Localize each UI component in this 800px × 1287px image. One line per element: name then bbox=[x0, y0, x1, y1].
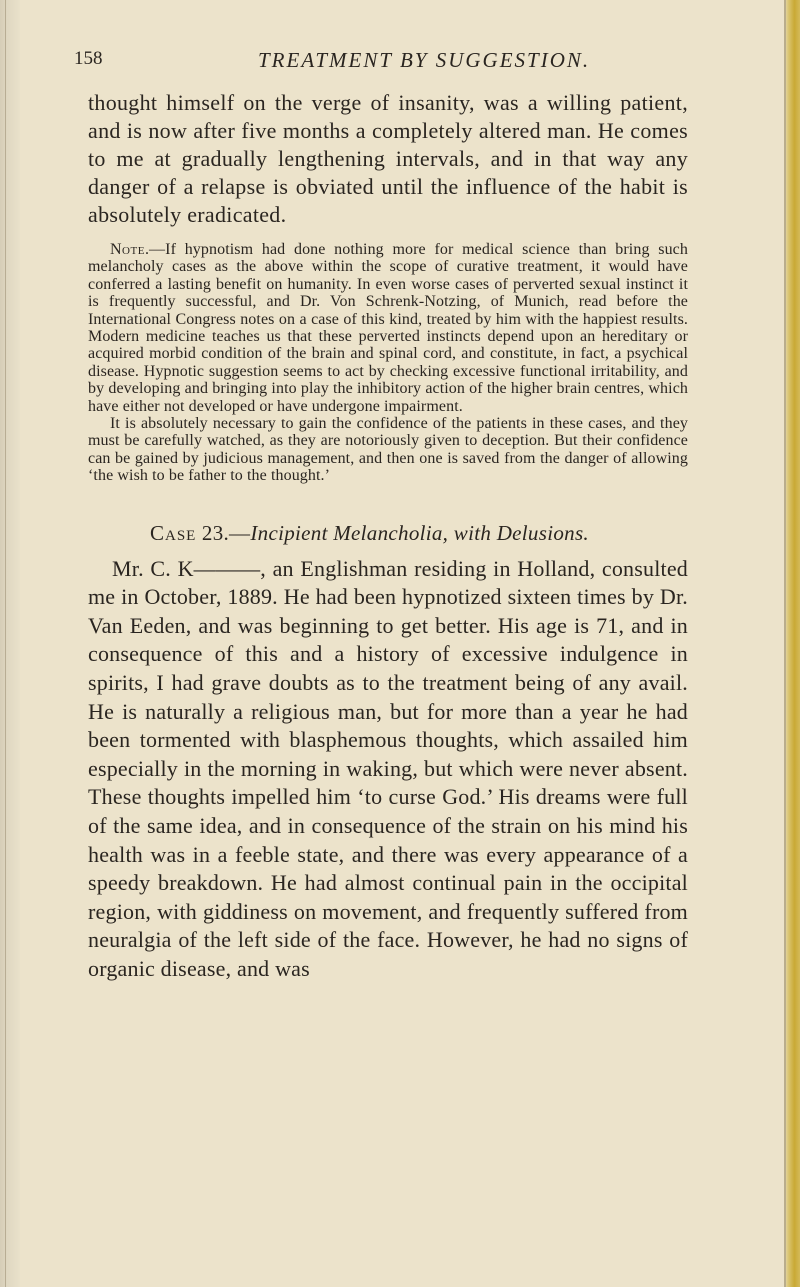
opening-paragraph: thought himself on the verge of insanity, was a willing patient, and is now after five months a completely altered man. He comes to me at gradually lengthening intervals, and in that way any danger of a relapse is obviated until the influence of the habit is absolutely eradicated. bbox=[88, 90, 688, 227]
case-number: 23.— bbox=[196, 520, 251, 545]
case-title: Incipient Melancholia, with Delusions. bbox=[250, 520, 589, 545]
note-paragraph-2: It is absolutely necessary to gain the confidence of the patients in these cases, and they must be carefully watched, as they are notoriously given to deception. But their confidence can be gained by judicious management, and then one is saved from the danger of allowing ‘the wish to be father to the thought.’ bbox=[88, 415, 688, 485]
note-paragraph-1 bbox=[88, 241, 688, 415]
case-paragraph: Mr. C. K———, an Englishman residing in Holland, consulted me in October, 1889. He had been hypnotized sixteen times by Dr. Van Eeden, and was beginning to get better. His age is 71, and in consequence of this and a history of excessive indulgence in spirits, I had grave doubts as to the treatment being of any avail. He is naturally a religious man, but for more than a year he had been tormented with blasphemous thoughts, which assailed him especially in the morning in waking, but which were never absent. These thoughts impelled him ‘to curse God.’ His dreams were full of the same idea, and in consequence of the strain on his mind his health was in a feeble state, and there was every appearance of a speedy breakdown. He had almost continual pain in the occipital region, with giddiness on movement, and frequently suffered from neuralgia of the left side of the face. However, he had no signs of organic disease, and was bbox=[88, 555, 688, 981]
case-label: Case bbox=[150, 520, 197, 545]
running-title: TREATMENT BY SUGGESTION. bbox=[258, 48, 591, 72]
case-heading bbox=[88, 519, 688, 547]
page-number: 158 bbox=[74, 48, 103, 69]
note-paragraph-1-text: .—If hypnotism had done nothing more for medical science than bring such melancholy cases as the above within the scope of curative treatment, it would have conferred a lasting benefit on humanity. In even worse cases of perverted sexual instinct it is frequently successful, and Dr. Von Schrenk-Notzing, of Munich, read before the International Congress notes on a case of this kind, treated by him with the happiest results. Modern medicine teaches us that these perverted instincts depend upon an hereditary or acquired morbid condition of the brain and spinal cord, and constitute, in fact, a psychical disease. Hypnotic suggestion seems to act by checking excessive functional irritability, and by developing and bringing into play the inhibitory action of the higher brain centres, which have either not developed or have undergone impairment. bbox=[88, 241, 688, 415]
binding-gutter bbox=[0, 0, 20, 1287]
note-label: Note bbox=[110, 241, 145, 258]
page-edge bbox=[784, 0, 800, 1287]
running-head bbox=[74, 40, 688, 80]
note-block bbox=[88, 241, 688, 485]
book-page bbox=[74, 40, 688, 984]
